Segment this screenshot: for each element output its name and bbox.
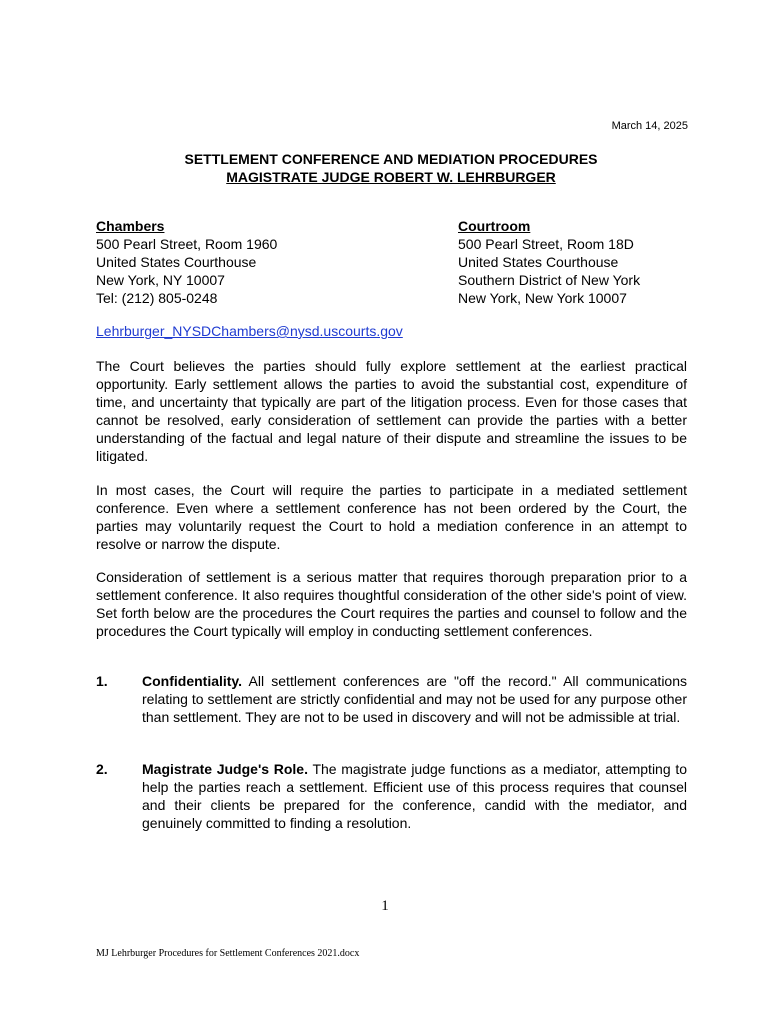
chambers-email-link[interactable]: Lehrburger_NYSDChambers@nysd.uscourts.gov [96,323,403,339]
section-lead: Magistrate Judge's Role. [142,761,308,777]
chambers-address [96,217,277,307]
section-text: The magistrate judge functions as a mediator, attempting to help the parties reach a settlement. Efficient use of this process requires that counsel and their clients be prepared for the conference, candid with the mediator, and genuinely committed to finding a resolution. [142,761,688,831]
footer-filename: MJ Lehrburger Procedures for Settlement Conferences 2021.docx [96,948,360,959]
courtroom-address [458,217,640,307]
title-line-2: MAGISTRATE JUDGE ROBERT W. LEHRBURGER [226,169,556,185]
mediation-paragraph: In most cases, the Court will require the parties to participate in a mediated settlement conference. Even where a settlement conference has not been ordered by the Court, the parties may voluntarily request the Court to hold a mediation conference in an attempt to resolve or narrow the dispute. [96,482,687,552]
courtroom-line-4: New York, New York 10007 [458,290,627,306]
section-confidentiality [96,672,687,726]
courtroom-line-2: United States Courthouse [458,254,619,270]
document-title [96,150,686,186]
section-text: All settlement conferences are "off the record." All communications relating to settlement are strictly confidential and may not be used for any purpose other than settlement. They are not to be used in discovery and will not be admissible at trial. [142,673,687,725]
section-number: 2. [96,761,108,777]
page-number: 1 [381,898,389,914]
chambers-line-1: 500 Pearl Street, Room 1960 [96,236,278,252]
chambers-line-2: United States Courthouse [96,254,257,270]
title-line-1: SETTLEMENT CONFERENCE AND MEDIATION PROCEDURES [184,151,598,167]
chambers-line-3: New York, NY 10007 [96,272,225,288]
chambers-line-4: Tel: (212) 805-0248 [96,290,218,306]
section-body [142,760,687,832]
procedures-paragraph: Consideration of settlement is a serious matter that requires thorough preparation prior to a settlement conference. It also requires thoughtful consideration of the other side's point of view. Set forth below are the procedures the Court requires the parties and counsel to follow and the procedures the Court typically will employ in conducting settlement conferences. [96,569,687,639]
section-judge-role [96,760,687,832]
section-body [142,672,687,726]
section-number: 1. [96,673,108,689]
courtroom-heading: Courtroom [458,218,531,234]
document-date: March 14, 2025 [611,120,688,132]
chambers-heading: Chambers [96,218,165,234]
section-lead: Confidentiality. [142,673,243,689]
intro-paragraph: The Court believes the parties should fully explore settlement at the earliest practical opportunity. Early settlement allows the parties to avoid the substantial cost, expenditure of time, and uncertainty that typically are part of the litigation process. Even for those cases that cannot be resolved, early consideration of settlement can provide the parties with a better understanding of the factual and legal nature of their dispute and streamline the issues to be litigated. [96,358,687,464]
courtroom-line-3: Southern District of New York [458,272,641,288]
courtroom-line-1: 500 Pearl Street, Room 18D [458,236,634,252]
